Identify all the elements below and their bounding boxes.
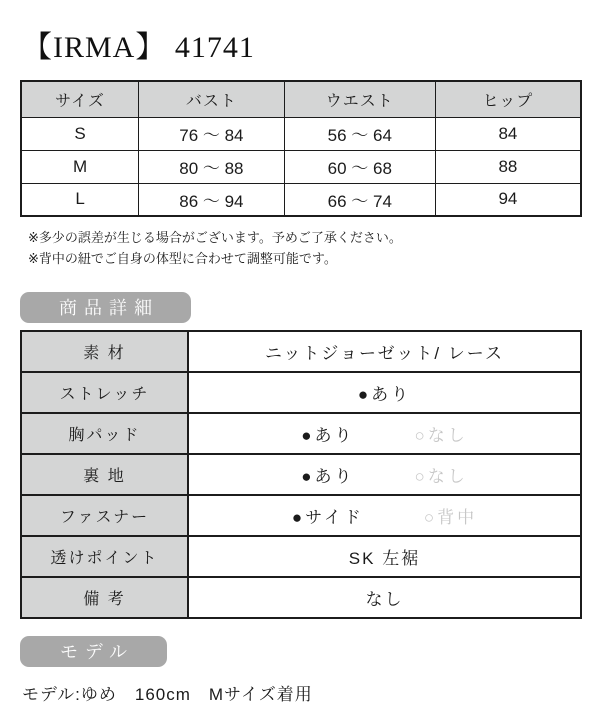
detail-value xyxy=(188,495,581,536)
detail-label: 備 考 xyxy=(21,577,188,618)
unselected-option: ○背中 xyxy=(423,507,478,527)
size-table xyxy=(20,80,582,217)
size-header-waist: ウエスト xyxy=(284,81,435,117)
detail-value xyxy=(188,372,581,413)
detail-label: 素 材 xyxy=(21,331,188,372)
unselected-option: ○なし xyxy=(414,425,468,445)
selected-option: ●あり xyxy=(357,384,412,404)
detail-label: ストレッチ xyxy=(21,372,188,413)
unselected-option: ○なし xyxy=(414,466,468,486)
section-heading-model: モデル xyxy=(20,636,167,667)
hip-cell: 88 xyxy=(435,150,581,183)
table-row-size-m xyxy=(21,150,581,183)
waist-cell: 66 〜 74 xyxy=(284,183,435,216)
detail-row-stretch xyxy=(21,372,581,413)
detail-row-sheer-point xyxy=(21,536,581,577)
table-row-size-s xyxy=(21,117,581,150)
detail-label: 裏 地 xyxy=(21,454,188,495)
size-notes xyxy=(28,228,582,270)
note-line: ※多少の誤差が生じる場合がございます。予めご了承ください。 xyxy=(28,230,402,245)
option-pair xyxy=(190,462,579,487)
product-title: 【IRMA】 41741 xyxy=(22,31,255,64)
detail-row-chest-pad xyxy=(21,413,581,454)
option-pair xyxy=(190,421,579,446)
table-row-size-l xyxy=(21,183,581,216)
section-heading-product-details: 商品詳細 xyxy=(20,292,191,323)
detail-value: SK 左裾 xyxy=(188,536,581,577)
detail-value: なし xyxy=(188,577,581,618)
detail-value xyxy=(188,413,581,454)
detail-row-lining xyxy=(21,454,581,495)
bust-cell: 86 〜 94 xyxy=(139,183,285,216)
detail-row-remarks xyxy=(21,577,581,618)
size-cell: L xyxy=(21,183,139,216)
selected-option: ●あり xyxy=(301,466,355,486)
product-details-table xyxy=(20,330,582,619)
selected-option: ●あり xyxy=(301,425,355,445)
size-header-size: サイズ xyxy=(21,81,139,117)
hip-cell: 94 xyxy=(435,183,581,216)
size-header-bust: バスト xyxy=(139,81,285,117)
hip-cell: 84 xyxy=(435,117,581,150)
size-table-header-row xyxy=(21,81,581,117)
size-header-hip: ヒップ xyxy=(435,81,581,117)
selected-option: ●サイド xyxy=(291,507,364,527)
waist-cell: 56 〜 64 xyxy=(284,117,435,150)
waist-cell: 60 〜 68 xyxy=(284,150,435,183)
note-line: ※背中の紐でご自身の体型に合わせて調整可能です。 xyxy=(28,250,337,266)
detail-row-fastener xyxy=(21,495,581,536)
bust-cell: 76 〜 84 xyxy=(139,117,285,150)
detail-value xyxy=(188,454,581,495)
bust-cell: 80 〜 88 xyxy=(139,150,285,183)
size-cell: M xyxy=(21,150,139,183)
detail-row-material xyxy=(21,331,581,372)
detail-value: ニットジョーゼット/ レース xyxy=(188,331,581,372)
model-info: モデル:ゆめ 160cm Mサイズ着用 xyxy=(22,684,313,704)
detail-label: 透けポイント xyxy=(21,536,188,577)
option-pair xyxy=(190,503,579,528)
size-cell: S xyxy=(21,117,139,150)
detail-label: ファスナー xyxy=(21,495,188,536)
detail-label: 胸パッド xyxy=(21,413,188,454)
